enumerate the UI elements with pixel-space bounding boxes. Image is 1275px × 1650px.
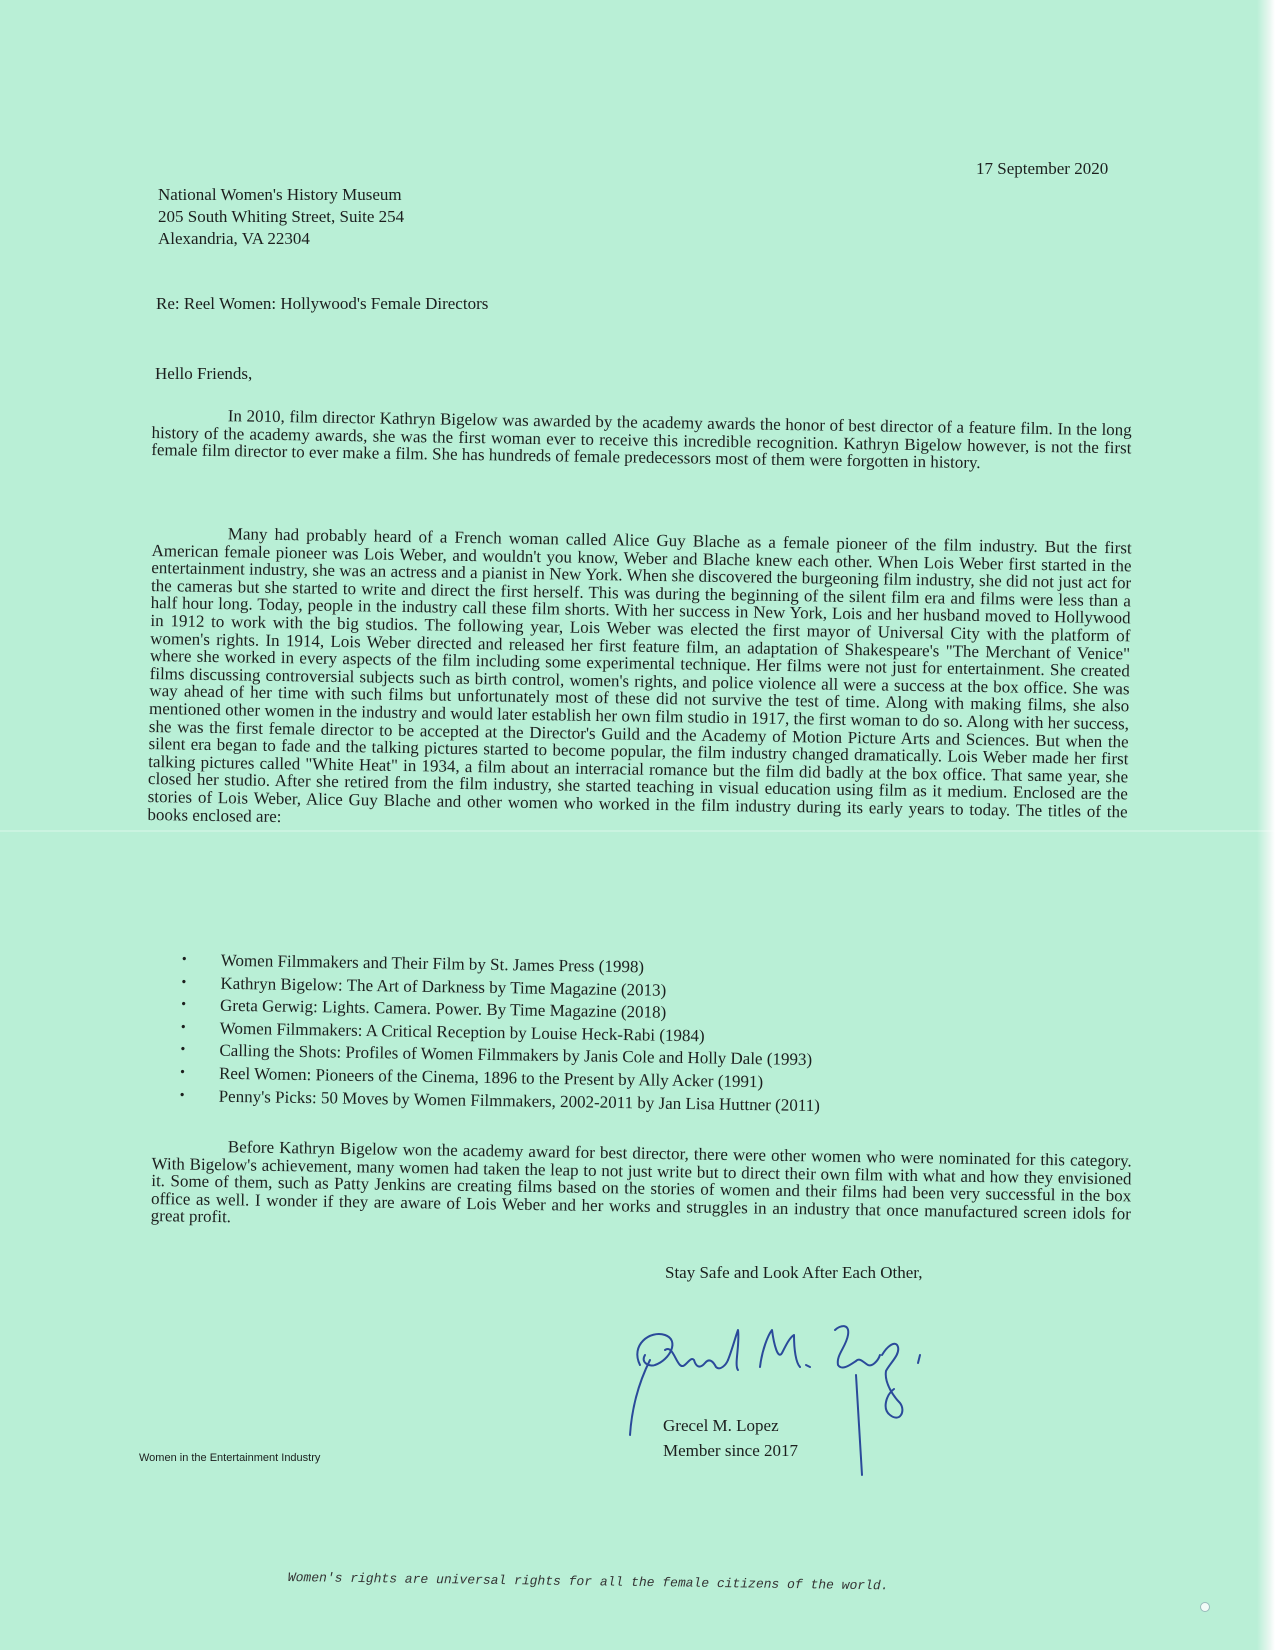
book-title: Greta Gerwig: Lights. Camera. Power. By Time Magazine (2018) [219,995,667,1022]
book-title: Women Filmmakers and Their Film by St. James Press (1998) [220,950,645,977]
paper-edge [1257,0,1275,1650]
handwritten-signature [610,1305,970,1505]
subject-line: Re: Reel Women: Hollywood's Female Directors [156,294,489,313]
signature-membership: Member since 2017 [663,1441,799,1460]
book-title: Reel Women: Pioneers of the Cinema, 1896 to the Present by Ally Acker (1991) [218,1063,764,1092]
body-paragraph: Many had probably heard of a French woman called Alice Guy Blache as a female pioneer of the film industry. But the first American female pioneer was Lois Weber, and wouldn't you know, Weber and Blache knew each other. When Lois Weber first started in the entertainment industry, she was an actress and a pianist in New York. When she discovered the burgeoning film industry, she did not just act for the cameras but she started to write and direct the first herself. This was during the beginning of the silent film era and films were less than a half hour long. Today, people in the industry call these film shorts. With her success in New York, Lois and her husband moved to Hollywood in 1912 to work with the big studios. The following year, Lois Weber was elected the first mayor of Universal City with the platform of women's rights. In 1914, Lois Weber directed and released her first feature film, an adaptation of Shakespeare's "The Merchant of Venice" where she worked in every aspects of the film including some experimental technique. Her films were not just for entertainment. She created films discussing controversial subjects such as birth control, women's rights, and police violence all were a success at the box office. She was way ahead of her time with such films but unfortunately most of these did not survive the test of time. Along with making films, she also mentioned other women in the industry and would later establish her own film studio in 1917, the first woman to do so. Along with her success, she was the first female director to be accepted at the Director's Guild and the Academy of Motion Picture Arts and Sciences. But when the silent era began to fade and the talking pictures started to become popular, the film industry changed dramatically. Lois Weber made her first talking pictures called "White Heat" in 1934, a film about an interracial romance but the film did badly at the box office. That same year, she closed her studio. After she retired from the film industry, she started teaching in visual education using film as it medium. Enclosed are the stories of Lois Weber, Alice Guy Blache and other women who worked in the film industry during its early years to today. The titles of the books enclosed are: [147,524,1132,826]
bullet-icon: • [181,974,187,990]
book-list [174,949,823,1117]
bullet-icon: • [180,1042,186,1058]
body-paragraph: Before Kathryn Bigelow won the academy award for best director, there were other women who were nominated for this category. With Bigelow's achievement, many women had taken the leap to not just write but to direct their own film with what and how they envisioned it. Some of them, such as Patty Jenkins are creating films based on the stories of women and their films had been very successful in the box office as well. I wonder if they are aware of Lois Weber and her works and struggles in an industry that once manufactured screen idols for great profit. [150,1137,1132,1227]
paper-hole [1200,1602,1210,1612]
book-title: Calling the Shots: Profiles of Women Filmmakers by Janis Cole and Holly Dale (1993) [219,1041,813,1070]
closing-line: Stay Safe and Look After Each Other, [665,1263,923,1282]
book-title: Kathryn Bigelow: The Art of Darkness by Time Magazine (2013) [220,973,667,1000]
book-title: Women Filmmakers: A Critical Reception by Louise Heck-Rabi (1984) [219,1018,705,1046]
recipient-address [158,184,404,250]
bullet-icon: • [179,1087,185,1103]
greeting: Hello Friends, [155,364,253,383]
recipient-line: 205 South Whiting Street, Suite 254 [158,207,405,226]
organization-name: Women in the Entertainment Industry [139,1452,321,1464]
body-paragraph: In 2010, film director Kathryn Bigelow was awarded by the academy awards the honor of best director of a feature film. In the long history of the academy awards, she was the first woman ever to receive this incredible recognition. Kathryn Bigelow however, is not the first female film director to ever make a film. She has hundreds of female predecessors most of them were forgotten in history. [151,406,1132,473]
letter-date: 17 September 2020 [976,159,1109,178]
bullet-icon: • [181,952,187,968]
book-title: Penny's Picks: 50 Moves by Women Filmmakers, 2002-2011 by Jan Lisa Huttner (2011) [218,1086,820,1115]
footer-motto: Women's rights are universal rights for all the female citizens of the world. [287,1569,889,1594]
bullet-icon: • [180,1019,186,1035]
signature-name: Grecel M. Lopez [663,1416,779,1435]
bullet-icon: • [179,1065,186,1081]
recipient-line: National Women's History Museum [158,185,402,204]
bullet-icon: • [181,997,187,1013]
recipient-line: Alexandria, VA 22304 [158,229,310,248]
